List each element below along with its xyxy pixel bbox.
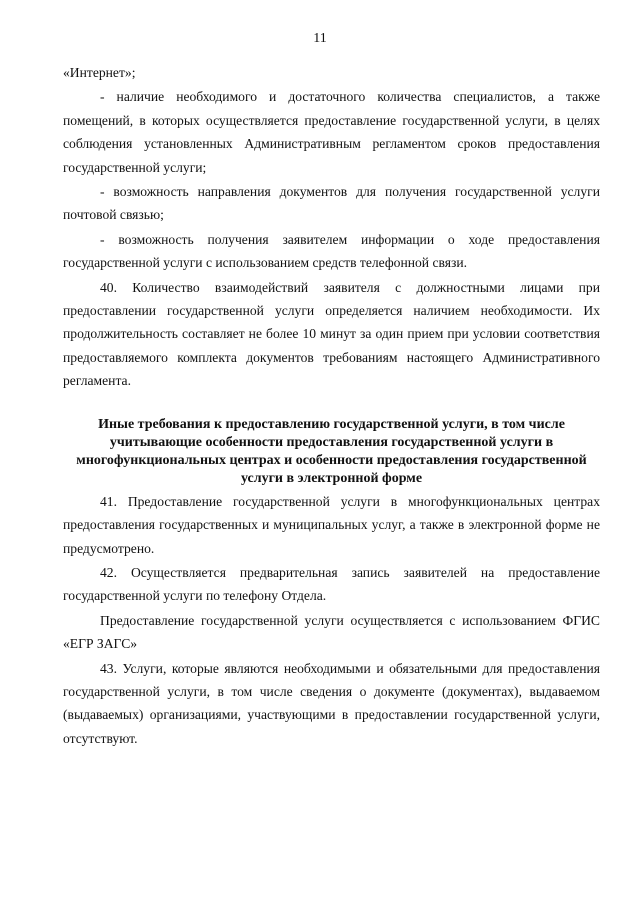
document-body [63,61,600,750]
paragraph-41: 41. Предоставление государственной услуги в многофункциональных центрах предоставления государственных и муниципальных услуг, а также в электронной форме не предусмотрено. [63,493,600,556]
paragraph-postal: - возможность направления документов для получения государственной услуги почтовой связью; [63,184,600,223]
paragraph-fgis: Предоставление государственной услуги осуществляется с использованием ФГИС «ЕГР ЗАГС» [63,612,600,652]
paragraph-specialists: - наличие необходимого и достаточного количества специалистов, а также помещений, в которых осуществляется предоставление государственной услуги, в целях соблюдения установленных Административным регламентом сроков предоставления государственной услуги; [63,89,600,175]
paragraph-40: 40. Количество взаимодействий заявителя с должностными лицами при предоставлении государственной услуги определяется наличием необходимости. Их продолжительность составляет не более 10 минут за один прием при условии соответствия предоставляемого комплекта документов требованиям настоящего Административного регламента. [63,279,600,389]
page-number: 11 [313,31,327,46]
paragraph-43: 43. Услуги, которые являются необходимыми и обязательными для предоставления государственной услуги, в том числе сведения о документе (документах), выдаваемом (выдаваемых) организациями, участвующими в предоставлении государственной услуги, отсутствуют. [63,660,600,746]
paragraph-42: 42. Осуществляется предварительная запись заявителей на предоставление государственной услуги по телефону Отдела. [63,564,600,604]
section-heading: Иные требования к предоставлению государственной услуги, в том числе учитывающие особенности предоставления государственной услуги в многофункциональных центрах и особенности предоставления государственной услуги в электронной форме [76,416,587,486]
paragraph-phone-info: - возможность получения заявителем информации о ходе предоставления государственной услуги с использованием средств телефонной связи. [63,231,600,271]
paragraph-internet: «Интернет»; [63,65,136,80]
